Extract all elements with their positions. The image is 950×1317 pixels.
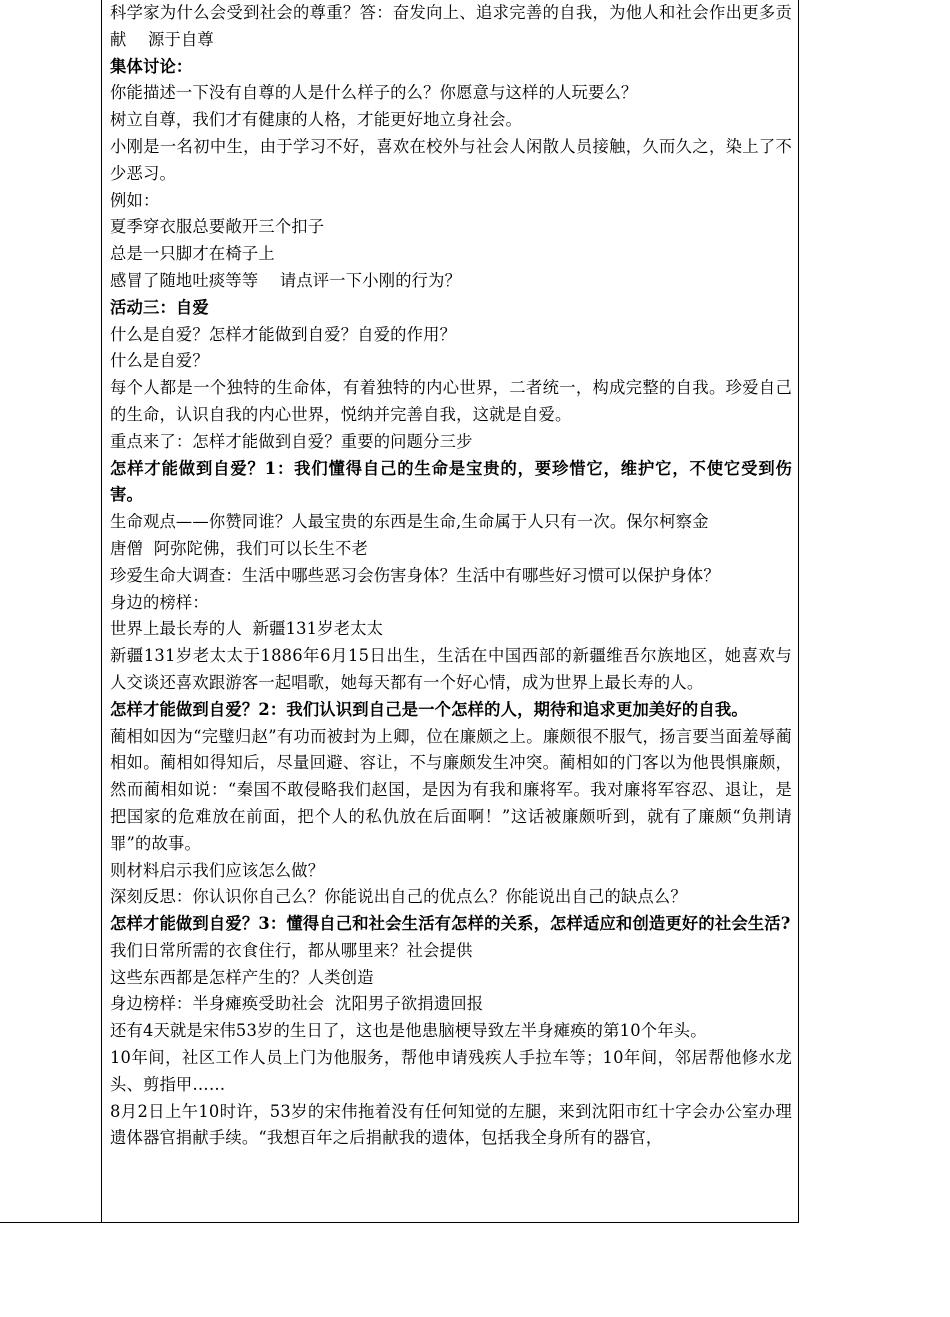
paragraph: 世界上最长寿的人 新疆131岁老太太 bbox=[110, 619, 384, 639]
paragraph: 小刚是一名初中生，由于学习不好，喜欢在校外与社会人闲散人员接触，久而久之，染上了不少恶习。 bbox=[110, 136, 792, 183]
paragraph: 感冒了随地吐痰等等 请点评一下小刚的行为？ bbox=[110, 270, 462, 290]
paragraph: 什么是自爱？ bbox=[110, 351, 209, 371]
paragraph: 这些东西都是怎样产生的？人类创造 bbox=[110, 967, 374, 987]
paragraph: 集体讨论： bbox=[110, 56, 193, 76]
paragraph: 怎样才能做到自爱？3：懂得自己和社会生活有怎样的关系，怎样适应和创造更好的社会生活? bbox=[110, 914, 791, 934]
paragraph: 活动三：自爱 bbox=[110, 297, 209, 317]
paragraph: 例如： bbox=[110, 190, 160, 210]
paragraph: 总是一只脚才在椅子上 bbox=[110, 244, 275, 264]
content-cell bbox=[102, 0, 798, 1222]
paragraph: 身边的榜样： bbox=[110, 592, 209, 612]
paragraph: 还有4天就是宋伟53岁的生日了，这也是他患脑梗导致左半身瘫痪的第10个年头。 bbox=[110, 1021, 707, 1041]
paragraph: 则材料启示我们应该怎么做？ bbox=[110, 860, 325, 880]
paragraph: 珍爱生命大调查：生活中哪些恶习会伤害身体？生活中有哪些好习惯可以保护身体？ bbox=[110, 565, 720, 585]
paragraph: 科学家为什么会受到社会的尊重？答：奋发向上、追求完善的自我，为他人和社会作出更多贡献 源于自尊 bbox=[110, 3, 792, 49]
paragraph: 我们日常所需的衣食住行，都从哪里来？社会提供 bbox=[110, 940, 473, 960]
paragraph: 新疆131岁老太太于1886年6月15日出生，生活在中国西部的新疆维吾尔族地区，她喜欢与人交谈还喜欢跟游客一起唱歌，她每天都有一个好心情，成为世界上最长寿的人。 bbox=[110, 646, 792, 692]
paragraph: 蔺相如因为“完璧归赵”有功而被封为上卿，位在廉颇之上。廉颇很不服气，扬言要当面羞辱蔺相如。蔺相如得知后，尽量回避、容让，不与廉颇发生冲突。蔺相如的门客以为他畏惧廉颇，然而蔺相如说：“秦国不敢侵略我们赵国，是因为有我和廉将军。我对廉将军容忍、退让，是把国家的危难放在前面，把个人的私仇放在后面啊！”这话被廉颇听到，就有了廉颇“负荆请罪”的故事。 bbox=[110, 726, 792, 853]
paragraph: 唐僧 阿弥陀佛，我们可以长生不老 bbox=[110, 538, 368, 558]
paragraph: 怎样才能做到自爱？1：我们懂得自己的生命是宝贵的，要珍惜它，维护它，不使它受到伤害。 bbox=[110, 458, 792, 505]
paragraph: 夏季穿衣服总要敞开三个扣子 bbox=[110, 217, 325, 237]
paragraph: 8月2日上午10时许，53岁的宋伟拖着没有任何知觉的左腿，来到沈阳市红十字会办公室办理遗体器官捐献手续。“我想百年之后捐献我的遗体，包括我全身所有的器官， bbox=[110, 1101, 792, 1148]
paragraph: 身边榜样：半身瘫痪受助社会 沈阳男子欲捐遗回报 bbox=[110, 994, 484, 1014]
left-column-cell bbox=[0, 0, 102, 1222]
paragraph: 怎样才能做到自爱？2：我们认识到自己是一个怎样的人，期待和追求更加美好的自我。 bbox=[110, 699, 748, 719]
paragraph: 重点来了：怎样才能做到自爱？重要的问题分三步 bbox=[110, 431, 473, 451]
paragraph: 每个人都是一个独特的生命体，有着独特的内心世界，二者统一，构成完整的自我。珍爱自己的生命，认识自我的内心世界，悦纳并完善自我，这就是自爱。 bbox=[110, 378, 792, 424]
paragraph: 生命观点——你赞同谁？人最宝贵的东西是生命,生命属于人只有一次。保尔柯察金 bbox=[110, 512, 709, 532]
paragraph: 10年间，社区工作人员上门为他服务，帮他申请残疾人手拉车等；10年间，邻居帮他修水龙头、剪指甲…… bbox=[110, 1048, 792, 1094]
paragraph: 你能描述一下没有自尊的人是什么样子的么？你愿意与这样的人玩要么？ bbox=[110, 83, 638, 103]
paragraph: 什么是自爱？怎样才能做到自爱？自爱的作用？ bbox=[110, 324, 457, 344]
paragraph: 深刻反思：你认识你自己么？你能说出自己的优点么？你能说出自己的缺点么？ bbox=[110, 887, 687, 907]
paragraph: 树立自尊，我们才有健康的人格，才能更好地立身社会。 bbox=[110, 110, 523, 130]
